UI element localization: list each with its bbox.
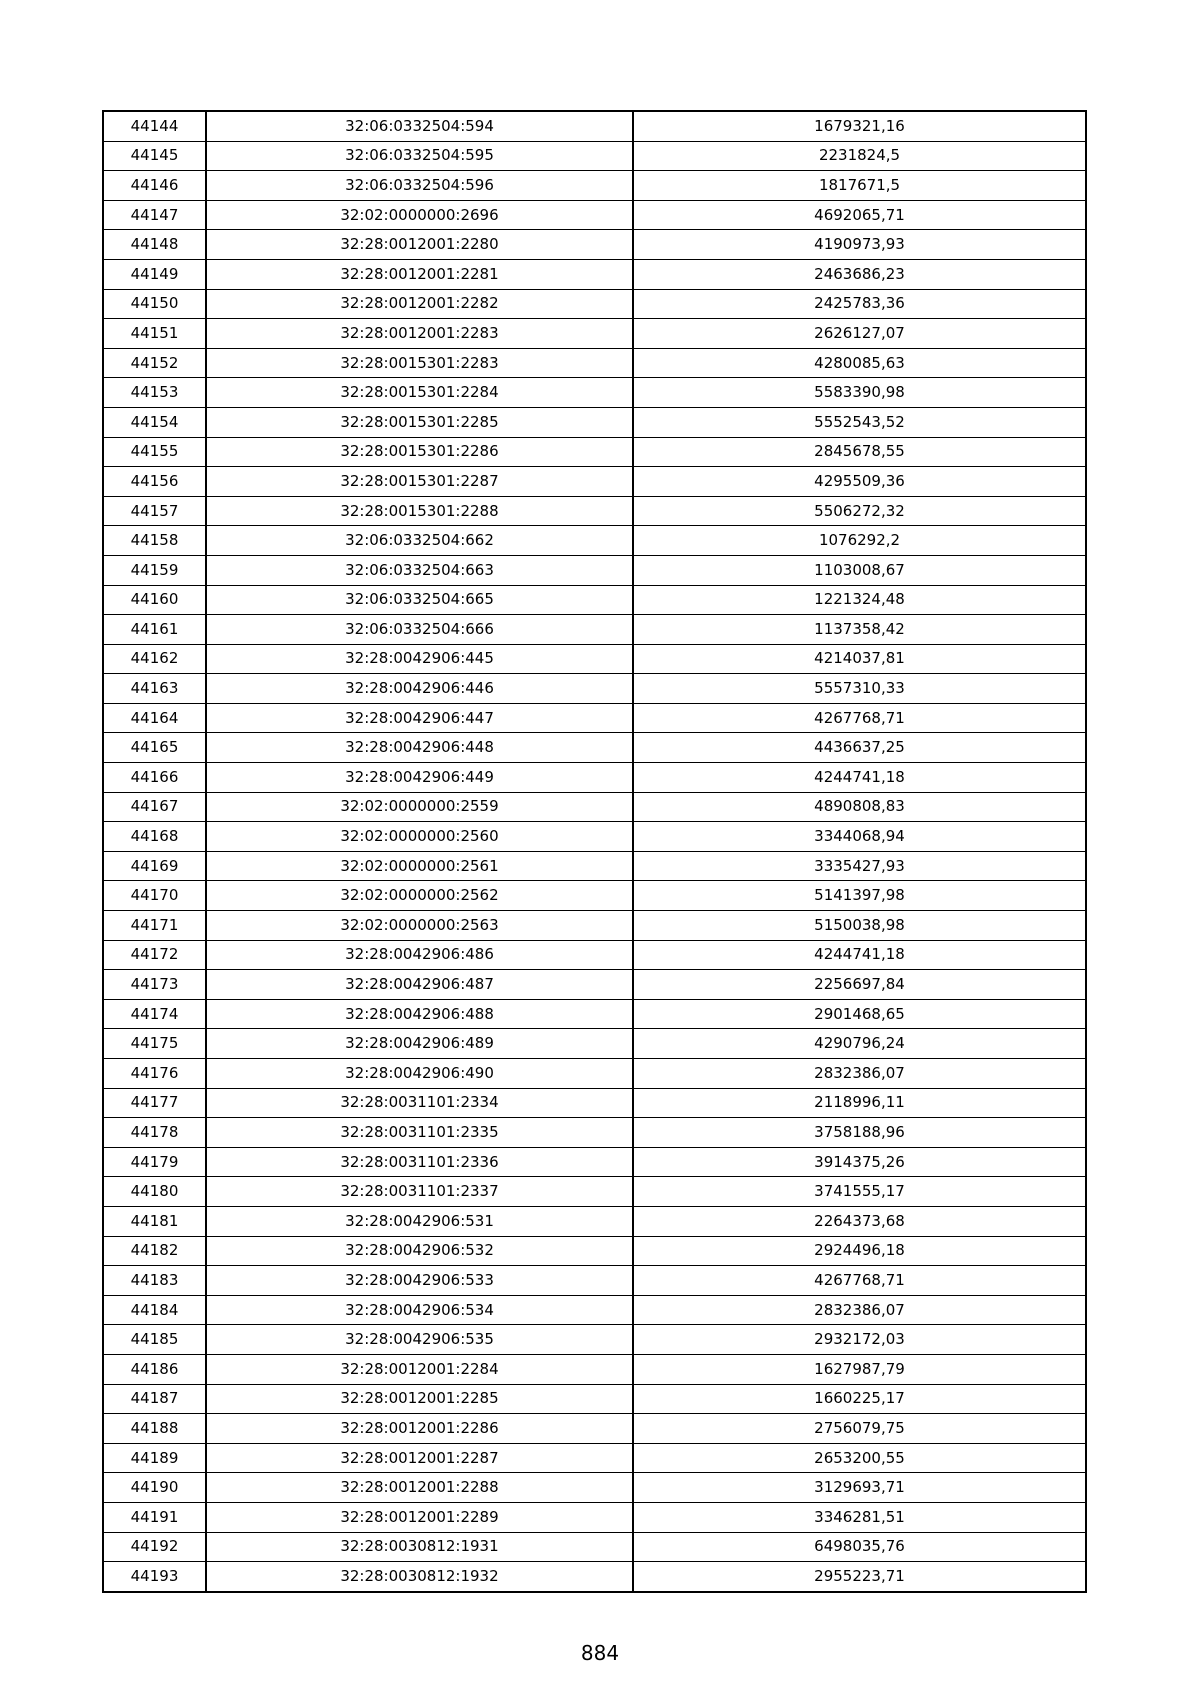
cadastral-value-cell: 4267768,71: [633, 1266, 1086, 1296]
table-row: [103, 1295, 1086, 1325]
table-row: [103, 289, 1086, 319]
row-number-cell: 44164: [103, 703, 206, 733]
cadastral-value-cell: 4280085,63: [633, 348, 1086, 378]
row-number-cell: 44176: [103, 1059, 206, 1089]
cadastral-number-cell: 32:28:0015301:2287: [206, 467, 633, 497]
row-number-cell: 44148: [103, 230, 206, 260]
row-number-cell: 44163: [103, 674, 206, 704]
row-number-cell: 44166: [103, 763, 206, 793]
row-number-cell: 44162: [103, 644, 206, 674]
row-number-cell: 44165: [103, 733, 206, 763]
cadastre-value-table: [102, 110, 1087, 1593]
row-number-cell: 44169: [103, 851, 206, 881]
cadastral-value-cell: 2845678,55: [633, 437, 1086, 467]
cadastral-value-cell: 6498035,76: [633, 1532, 1086, 1562]
cadastral-number-cell: 32:02:0000000:2561: [206, 851, 633, 881]
cadastral-number-cell: 32:28:0030812:1932: [206, 1562, 633, 1592]
cadastral-number-cell: 32:02:0000000:2563: [206, 911, 633, 941]
table-row: [103, 1088, 1086, 1118]
table-row: [103, 940, 1086, 970]
cadastral-value-cell: 4290796,24: [633, 1029, 1086, 1059]
cadastral-number-cell: 32:28:0031101:2336: [206, 1147, 633, 1177]
table-row: [103, 555, 1086, 585]
table-row: [103, 467, 1086, 497]
table-row: [103, 703, 1086, 733]
cadastral-number-cell: 32:28:0015301:2288: [206, 496, 633, 526]
table-row: [103, 644, 1086, 674]
cadastral-value-cell: 3741555,17: [633, 1177, 1086, 1207]
row-number-cell: 44183: [103, 1266, 206, 1296]
cadastral-number-cell: 32:28:0030812:1931: [206, 1532, 633, 1562]
cadastral-number-cell: 32:28:0042906:531: [206, 1206, 633, 1236]
cadastral-number-cell: 32:06:0332504:595: [206, 141, 633, 171]
cadastral-value-cell: 2832386,07: [633, 1295, 1086, 1325]
row-number-cell: 44193: [103, 1562, 206, 1592]
row-number-cell: 44145: [103, 141, 206, 171]
table-row: [103, 733, 1086, 763]
cadastral-value-cell: 1679321,16: [633, 111, 1086, 141]
table-row: [103, 674, 1086, 704]
cadastral-number-cell: 32:28:0012001:2289: [206, 1502, 633, 1532]
cadastral-value-cell: 5552543,52: [633, 407, 1086, 437]
table-row: [103, 1354, 1086, 1384]
cadastral-number-cell: 32:28:0012001:2286: [206, 1414, 633, 1444]
table-row: [103, 792, 1086, 822]
cadastral-number-cell: 32:28:0015301:2285: [206, 407, 633, 437]
table-row: [103, 141, 1086, 171]
cadastral-value-cell: 1660225,17: [633, 1384, 1086, 1414]
row-number-cell: 44160: [103, 585, 206, 615]
row-number-cell: 44185: [103, 1325, 206, 1355]
cadastral-value-cell: 1221324,48: [633, 585, 1086, 615]
cadastral-value-cell: 4190973,93: [633, 230, 1086, 260]
table-row: [103, 1177, 1086, 1207]
cadastral-number-cell: 32:28:0031101:2335: [206, 1118, 633, 1148]
table-row: [103, 407, 1086, 437]
cadastral-number-cell: 32:06:0332504:663: [206, 555, 633, 585]
cadastral-number-cell: 32:28:0015301:2286: [206, 437, 633, 467]
table-row: [103, 1384, 1086, 1414]
cadastral-number-cell: 32:28:0012001:2283: [206, 319, 633, 349]
row-number-cell: 44147: [103, 200, 206, 230]
cadastral-value-cell: 1076292,2: [633, 526, 1086, 556]
cadastral-number-cell: 32:28:0012001:2284: [206, 1354, 633, 1384]
cadastral-value-cell: 2425783,36: [633, 289, 1086, 319]
table-row: [103, 378, 1086, 408]
table-row: [103, 615, 1086, 645]
table-row: [103, 763, 1086, 793]
cadastral-value-cell: 2756079,75: [633, 1414, 1086, 1444]
cadastral-number-cell: 32:28:0042906:533: [206, 1266, 633, 1296]
cadastral-number-cell: 32:28:0015301:2284: [206, 378, 633, 408]
table-row: [103, 1059, 1086, 1089]
cadastral-value-cell: 3346281,51: [633, 1502, 1086, 1532]
row-number-cell: 44190: [103, 1473, 206, 1503]
row-number-cell: 44188: [103, 1414, 206, 1444]
cadastral-number-cell: 32:28:0042906:486: [206, 940, 633, 970]
table-row: [103, 1236, 1086, 1266]
row-number-cell: 44167: [103, 792, 206, 822]
row-number-cell: 44161: [103, 615, 206, 645]
row-number-cell: 44153: [103, 378, 206, 408]
table-row: [103, 171, 1086, 201]
cadastral-value-cell: 3129693,71: [633, 1473, 1086, 1503]
row-number-cell: 44182: [103, 1236, 206, 1266]
cadastral-value-cell: 4295509,36: [633, 467, 1086, 497]
cadastral-number-cell: 32:28:0012001:2285: [206, 1384, 633, 1414]
cadastral-value-cell: 2626127,07: [633, 319, 1086, 349]
cadastral-value-cell: 2256697,84: [633, 970, 1086, 1000]
page-number: 884: [580, 1641, 620, 1665]
cadastral-number-cell: 32:06:0332504:662: [206, 526, 633, 556]
row-number-cell: 44178: [103, 1118, 206, 1148]
cadastral-value-cell: 3758188,96: [633, 1118, 1086, 1148]
row-number-cell: 44171: [103, 911, 206, 941]
cadastral-value-cell: 5141397,98: [633, 881, 1086, 911]
cadastral-number-cell: 32:28:0042906:490: [206, 1059, 633, 1089]
cadastral-number-cell: 32:28:0042906:445: [206, 644, 633, 674]
row-number-cell: 44157: [103, 496, 206, 526]
table-row: [103, 1502, 1086, 1532]
table-row: [103, 585, 1086, 615]
cadastral-value-cell: 1627987,79: [633, 1354, 1086, 1384]
cadastral-value-cell: 5557310,33: [633, 674, 1086, 704]
row-number-cell: 44155: [103, 437, 206, 467]
cadastral-value-cell: 2231824,5: [633, 141, 1086, 171]
table-row: [103, 259, 1086, 289]
row-number-cell: 44184: [103, 1295, 206, 1325]
row-number-cell: 44146: [103, 171, 206, 201]
cadastral-number-cell: 32:06:0332504:594: [206, 111, 633, 141]
row-number-cell: 44150: [103, 289, 206, 319]
table-row: [103, 881, 1086, 911]
cadastral-number-cell: 32:28:0012001:2282: [206, 289, 633, 319]
cadastral-number-cell: 32:28:0031101:2337: [206, 1177, 633, 1207]
table-row: [103, 1562, 1086, 1592]
cadastral-value-cell: 4214037,81: [633, 644, 1086, 674]
cadastral-value-cell: 2463686,23: [633, 259, 1086, 289]
cadastral-value-cell: 2932172,03: [633, 1325, 1086, 1355]
cadastral-value-cell: 2118996,11: [633, 1088, 1086, 1118]
cadastral-number-cell: 32:28:0015301:2283: [206, 348, 633, 378]
row-number-cell: 44179: [103, 1147, 206, 1177]
cadastral-number-cell: 32:28:0012001:2280: [206, 230, 633, 260]
row-number-cell: 44180: [103, 1177, 206, 1207]
row-number-cell: 44174: [103, 999, 206, 1029]
cadastral-value-cell: 1103008,67: [633, 555, 1086, 585]
row-number-cell: 44170: [103, 881, 206, 911]
table-row: [103, 911, 1086, 941]
cadastral-number-cell: 32:28:0042906:532: [206, 1236, 633, 1266]
row-number-cell: 44192: [103, 1532, 206, 1562]
row-number-cell: 44159: [103, 555, 206, 585]
cadastral-value-cell: 2264373,68: [633, 1206, 1086, 1236]
cadastral-number-cell: 32:02:0000000:2560: [206, 822, 633, 852]
cadastral-value-cell: 2924496,18: [633, 1236, 1086, 1266]
cadastral-number-cell: 32:28:0031101:2334: [206, 1088, 633, 1118]
cadastral-value-cell: 2832386,07: [633, 1059, 1086, 1089]
table-row: [103, 1325, 1086, 1355]
table-row: [103, 526, 1086, 556]
row-number-cell: 44186: [103, 1354, 206, 1384]
table-row: [103, 200, 1086, 230]
row-number-cell: 44191: [103, 1502, 206, 1532]
row-number-cell: 44189: [103, 1443, 206, 1473]
cadastral-value-cell: 5506272,32: [633, 496, 1086, 526]
cadastral-value-cell: 2901468,65: [633, 999, 1086, 1029]
cadastral-number-cell: 32:02:0000000:2696: [206, 200, 633, 230]
table-row: [103, 970, 1086, 1000]
cadastral-value-cell: 1137358,42: [633, 615, 1086, 645]
cadastral-number-cell: 32:28:0012001:2281: [206, 259, 633, 289]
row-number-cell: 44151: [103, 319, 206, 349]
cadastral-value-cell: 3344068,94: [633, 822, 1086, 852]
table-row: [103, 496, 1086, 526]
table-row: [103, 1532, 1086, 1562]
cadastral-number-cell: 32:28:0042906:449: [206, 763, 633, 793]
table-row: [103, 437, 1086, 467]
cadastral-number-cell: 32:06:0332504:665: [206, 585, 633, 615]
table-row: [103, 1473, 1086, 1503]
cadastral-number-cell: 32:28:0042906:448: [206, 733, 633, 763]
cadastral-number-cell: 32:28:0042906:489: [206, 1029, 633, 1059]
cadastral-value-cell: 4436637,25: [633, 733, 1086, 763]
cadastral-number-cell: 32:28:0012001:2288: [206, 1473, 633, 1503]
cadastral-value-cell: 1817671,5: [633, 171, 1086, 201]
table-row: [103, 822, 1086, 852]
cadastral-number-cell: 32:28:0042906:447: [206, 703, 633, 733]
table-row: [103, 230, 1086, 260]
cadastral-value-cell: 4267768,71: [633, 703, 1086, 733]
table-row: [103, 1414, 1086, 1444]
row-number-cell: 44187: [103, 1384, 206, 1414]
table-row: [103, 851, 1086, 881]
row-number-cell: 44175: [103, 1029, 206, 1059]
row-number-cell: 44154: [103, 407, 206, 437]
row-number-cell: 44177: [103, 1088, 206, 1118]
cadastral-number-cell: 32:28:0042906:534: [206, 1295, 633, 1325]
cadastral-value-cell: 2653200,55: [633, 1443, 1086, 1473]
table-row: [103, 999, 1086, 1029]
table-row: [103, 1443, 1086, 1473]
cadastral-number-cell: 32:06:0332504:666: [206, 615, 633, 645]
cadastral-value-cell: 4890808,83: [633, 792, 1086, 822]
row-number-cell: 44181: [103, 1206, 206, 1236]
table-row: [103, 111, 1086, 141]
cadastral-number-cell: 32:02:0000000:2562: [206, 881, 633, 911]
table-row: [103, 1266, 1086, 1296]
cadastral-number-cell: 32:28:0012001:2287: [206, 1443, 633, 1473]
row-number-cell: 44156: [103, 467, 206, 497]
cadastral-value-cell: 5583390,98: [633, 378, 1086, 408]
row-number-cell: 44149: [103, 259, 206, 289]
cadastral-number-cell: 32:28:0042906:488: [206, 999, 633, 1029]
cadastral-value-cell: 4244741,18: [633, 763, 1086, 793]
row-number-cell: 44152: [103, 348, 206, 378]
cadastral-value-cell: 5150038,98: [633, 911, 1086, 941]
table-row: [103, 1029, 1086, 1059]
cadastral-value-cell: 4692065,71: [633, 200, 1086, 230]
row-number-cell: 44173: [103, 970, 206, 1000]
cadastral-value-cell: 4244741,18: [633, 940, 1086, 970]
cadastral-number-cell: 32:06:0332504:596: [206, 171, 633, 201]
row-number-cell: 44172: [103, 940, 206, 970]
cadastral-value-cell: 3914375,26: [633, 1147, 1086, 1177]
row-number-cell: 44168: [103, 822, 206, 852]
table-row: [103, 319, 1086, 349]
row-number-cell: 44158: [103, 526, 206, 556]
cadastral-number-cell: 32:28:0042906:446: [206, 674, 633, 704]
row-number-cell: 44144: [103, 111, 206, 141]
cadastral-value-cell: 2955223,71: [633, 1562, 1086, 1592]
cadastral-number-cell: 32:28:0042906:535: [206, 1325, 633, 1355]
cadastral-value-cell: 3335427,93: [633, 851, 1086, 881]
cadastral-number-cell: 32:02:0000000:2559: [206, 792, 633, 822]
table-body: [103, 111, 1086, 1592]
cadastral-number-cell: 32:28:0042906:487: [206, 970, 633, 1000]
table-row: [103, 1206, 1086, 1236]
table-row: [103, 1147, 1086, 1177]
table-row: [103, 348, 1086, 378]
table-row: [103, 1118, 1086, 1148]
